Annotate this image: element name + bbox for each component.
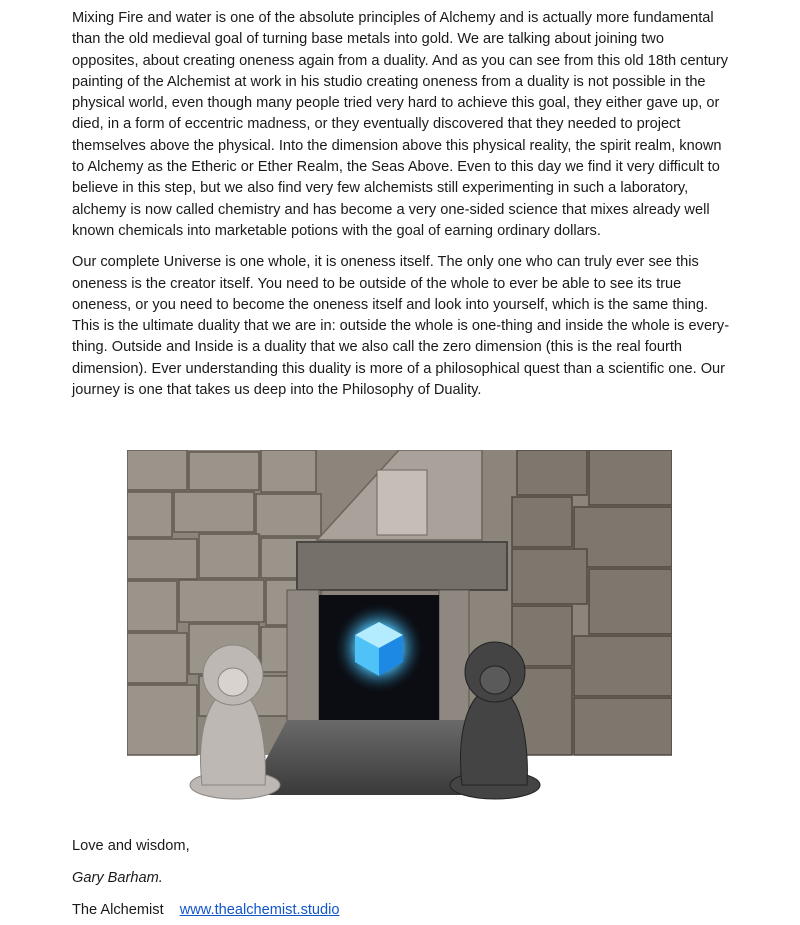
author-role: The Alchemist (72, 902, 164, 918)
signature-footer (72, 900, 340, 920)
signature: Gary Barham. (72, 870, 163, 886)
lintel (297, 542, 507, 590)
website-link[interactable]: www.thealchemist.studio (179, 902, 340, 918)
paragraph-2: Our complete Universe is one whole, it is oneness itself. The only one who can truly ever see this oneness is the creator itself. You need to be outside of the whole to ever be able to see its true oneness, or you need to become the oneness itself and look into yourself, which is the same thing. This is the ultimate duality that we are in: outside the whole is one-thing and inside the whole is every-thing. Outside and Inside is a duality that we also call the zero dimension (this is the real fourth dimension). Ever understanding this duality is more of a philosophical quest than a scientific one. Our journey is one that takes us deep into the Philosophy of Duality. (72, 254, 730, 399)
lion-gate-image (127, 450, 672, 805)
right-wall-stones (512, 450, 672, 755)
article-body (72, 8, 732, 411)
salutation: Love and wisdom, (72, 838, 190, 854)
lion-gate-illustration (127, 450, 672, 805)
relief-column (377, 470, 427, 535)
paragraph-1: Mixing Fire and water is one of the absolute principles of Alchemy and is actually more fundamental than the old medieval goal of turning base metals into gold. We are talking about joining two opposites, about creating oneness again from a duality. And as you can see from this old 18th century painting of the Alchemist at work in his studio creating oneness from a duality is not possible in the physical world, even though many people tried very hard to achieve this goal, they either gave up, or died, in a form of eccentric madness, or they eventually discovered that they needed to project themselves above the physical. Into the dimension above this physical reality, the spirit realm, known to Alchemy as the Etheric or Ether Realm, the Seas Above. Even to this day we find it very difficult to believe in this step, but we also find very few alchemists still experimenting in such a laboratory, alchemy is now called chemistry and has become a very one-sided science that mixes already well known chemicals into marketable potions with the goal of earning ordinary dollars. (72, 10, 729, 239)
